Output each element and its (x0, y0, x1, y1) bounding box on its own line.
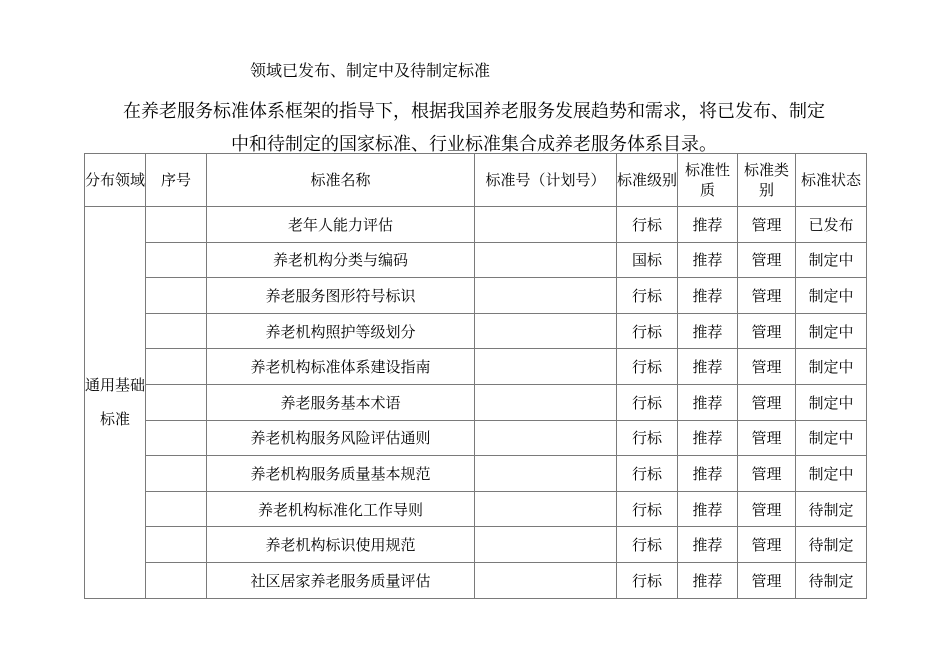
nature-cell: 推荐 (678, 242, 738, 278)
table-row (85, 349, 867, 385)
name-cell: 养老机构照护等级划分 (207, 313, 475, 349)
table-row (85, 527, 867, 563)
table-row (85, 491, 867, 527)
header-nature: 标准性质 (678, 154, 738, 207)
category-cell: 管理 (738, 313, 796, 349)
intro-line-2: 中和待制定的国家标准、行业标准集合成养老服务体系目录。 (231, 134, 717, 155)
table-row (85, 242, 867, 278)
name-cell: 养老机构分类与编码 (207, 242, 475, 278)
name-cell: 养老机构服务风险评估通则 (207, 420, 475, 456)
name-cell: 养老机构标准化工作导则 (207, 491, 475, 527)
category-cell: 管理 (738, 491, 796, 527)
name-cell: 老年人能力评估 (207, 207, 475, 243)
header-level: 标准级别 (617, 154, 678, 207)
number-cell (475, 349, 617, 385)
category-cell: 管理 (738, 562, 796, 598)
header-category: 标准类别 (738, 154, 796, 207)
number-cell (475, 491, 617, 527)
seq-cell (146, 384, 207, 420)
seq-cell (146, 349, 207, 385)
status-cell: 待制定 (796, 491, 867, 527)
header-seq: 序号 (146, 154, 207, 207)
seq-cell (146, 491, 207, 527)
intro-line-1: 在养老服务标准体系框架的指导下，根据我国养老服务发展趋势和需求，将已发布、制定 (123, 101, 825, 122)
nature-cell: 推荐 (678, 527, 738, 563)
seq-cell (146, 207, 207, 243)
table-row (85, 562, 867, 598)
status-cell: 制定中 (796, 456, 867, 492)
level-cell: 行标 (617, 420, 678, 456)
number-cell (475, 313, 617, 349)
level-cell: 行标 (617, 527, 678, 563)
category-cell: 管理 (738, 420, 796, 456)
status-cell: 制定中 (796, 278, 867, 314)
status-cell: 待制定 (796, 562, 867, 598)
nature-cell: 推荐 (678, 349, 738, 385)
level-cell: 国标 (617, 242, 678, 278)
table-row (85, 384, 867, 420)
table-row (85, 456, 867, 492)
header-status: 标准状态 (796, 154, 867, 207)
number-cell (475, 527, 617, 563)
table-row (85, 278, 867, 314)
header-name: 标准名称 (207, 154, 475, 207)
number-cell (475, 456, 617, 492)
status-cell: 制定中 (796, 420, 867, 456)
category-cell: 管理 (738, 349, 796, 385)
seq-cell (146, 242, 207, 278)
level-cell: 行标 (617, 491, 678, 527)
nature-cell: 推荐 (678, 207, 738, 243)
status-cell: 制定中 (796, 242, 867, 278)
name-cell: 养老服务图形符号标识 (207, 278, 475, 314)
number-cell (475, 562, 617, 598)
category-cell: 管理 (738, 456, 796, 492)
nature-cell: 推荐 (678, 384, 738, 420)
name-cell: 养老服务基本术语 (207, 384, 475, 420)
nature-cell: 推荐 (678, 562, 738, 598)
table-row (85, 207, 867, 243)
number-cell (475, 207, 617, 243)
nature-cell: 推荐 (678, 491, 738, 527)
category-cell: 管理 (738, 278, 796, 314)
number-cell (475, 384, 617, 420)
table-header-row (85, 154, 867, 207)
seq-cell (146, 420, 207, 456)
number-cell (475, 278, 617, 314)
nature-cell: 推荐 (678, 278, 738, 314)
name-cell: 养老机构服务质量基本规范 (207, 456, 475, 492)
nature-cell: 推荐 (678, 313, 738, 349)
number-cell (475, 420, 617, 456)
status-cell: 已发布 (796, 207, 867, 243)
standards-table (84, 153, 867, 599)
header-number: 标准号（计划号） (475, 154, 617, 207)
seq-cell (146, 562, 207, 598)
seq-cell (146, 278, 207, 314)
status-cell: 制定中 (796, 384, 867, 420)
level-cell: 行标 (617, 562, 678, 598)
name-cell: 养老机构标准体系建设指南 (207, 349, 475, 385)
name-cell: 社区居家养老服务质量评估 (207, 562, 475, 598)
level-cell: 行标 (617, 384, 678, 420)
number-cell (475, 242, 617, 278)
page-heading: 领域已发布、制定中及待制定标准 (250, 61, 491, 80)
seq-cell (146, 456, 207, 492)
level-cell: 行标 (617, 349, 678, 385)
seq-cell (146, 313, 207, 349)
table-row (85, 313, 867, 349)
level-cell: 行标 (617, 278, 678, 314)
header-domain: 分布领域 (85, 154, 146, 207)
category-cell: 管理 (738, 242, 796, 278)
domain-cell: 通用基础标准 (85, 207, 146, 599)
table-row (85, 420, 867, 456)
seq-cell (146, 527, 207, 563)
status-cell: 制定中 (796, 313, 867, 349)
status-cell: 待制定 (796, 527, 867, 563)
nature-cell: 推荐 (678, 456, 738, 492)
level-cell: 行标 (617, 456, 678, 492)
level-cell: 行标 (617, 207, 678, 243)
level-cell: 行标 (617, 313, 678, 349)
category-cell: 管理 (738, 384, 796, 420)
category-cell: 管理 (738, 527, 796, 563)
nature-cell: 推荐 (678, 420, 738, 456)
status-cell: 制定中 (796, 349, 867, 385)
name-cell: 养老机构标识使用规范 (207, 527, 475, 563)
category-cell: 管理 (738, 207, 796, 243)
